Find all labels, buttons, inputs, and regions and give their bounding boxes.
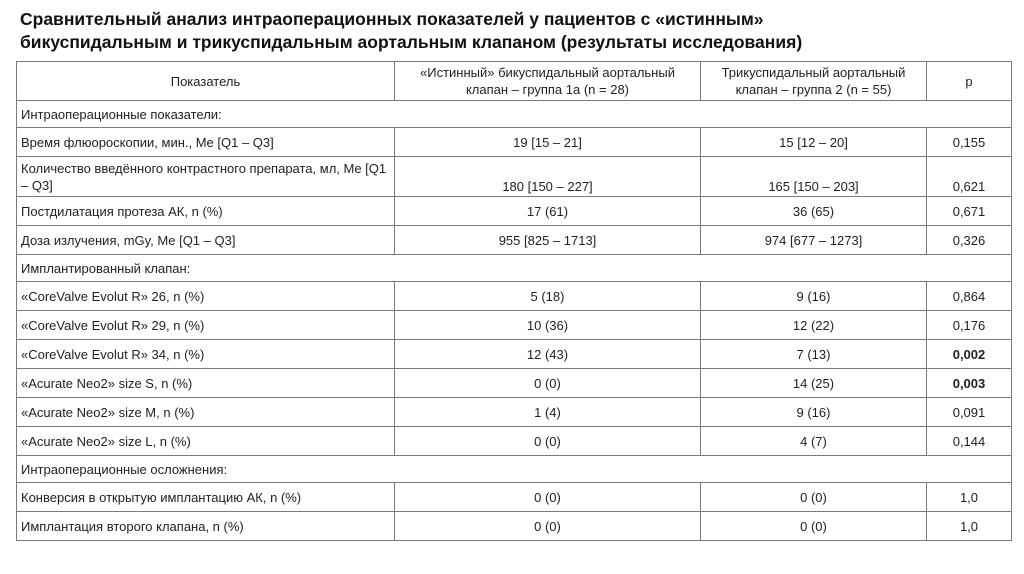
title-line-2: бикуспидальным и трикуспидальным аортальным клапаном (результаты исследования) xyxy=(20,32,803,52)
group1-value: 0 (0) xyxy=(395,369,701,398)
table-row xyxy=(17,282,1012,311)
p-value: 0,176 xyxy=(927,311,1012,340)
header-p: p xyxy=(927,62,1012,101)
table-row xyxy=(17,197,1012,226)
table-row xyxy=(17,483,1012,512)
table-row xyxy=(17,398,1012,427)
table-header-row xyxy=(17,62,1012,101)
results-table xyxy=(16,61,1012,541)
table-body xyxy=(17,101,1012,541)
group2-value: 9 (16) xyxy=(701,282,927,311)
group1-value: 5 (18) xyxy=(395,282,701,311)
section-title: Интраоперационные осложнения: xyxy=(17,456,1012,483)
row-label: «Acurate Neo2» size L, n (%) xyxy=(17,427,395,456)
group1-value: 19 [15 – 21] xyxy=(395,128,701,157)
row-label: «CoreValve Evolut R» 34, n (%) xyxy=(17,340,395,369)
group1-value: 12 (43) xyxy=(395,340,701,369)
group1-value: 1 (4) xyxy=(395,398,701,427)
table-row xyxy=(17,512,1012,541)
row-label: «CoreValve Evolut R» 26, n (%) xyxy=(17,282,395,311)
table-row xyxy=(17,157,1012,197)
document-title xyxy=(20,8,1010,54)
table-row xyxy=(17,340,1012,369)
header-group2: Трикуспидальный аортальный клапан – группа 2 (n = 55) xyxy=(701,62,927,101)
section-row xyxy=(17,255,1012,282)
group2-value: 7 (13) xyxy=(701,340,927,369)
group2-value: 0 (0) xyxy=(701,483,927,512)
group1-value: 0 (0) xyxy=(395,427,701,456)
table-row xyxy=(17,226,1012,255)
group2-value: 0 (0) xyxy=(701,512,927,541)
section-row xyxy=(17,456,1012,483)
p-value: 0,864 xyxy=(927,282,1012,311)
row-label: «Acurate Neo2» size M, n (%) xyxy=(17,398,395,427)
p-value: 0,003 xyxy=(927,369,1012,398)
p-value: 0,326 xyxy=(927,226,1012,255)
group2-value: 4 (7) xyxy=(701,427,927,456)
table-row xyxy=(17,369,1012,398)
group2-value: 36 (65) xyxy=(701,197,927,226)
p-value: 0,144 xyxy=(927,427,1012,456)
title-line-1: Сравнительный анализ интраоперационных показателей у пациентов с «истинным» xyxy=(20,9,764,29)
table-row xyxy=(17,128,1012,157)
group1-value: 17 (61) xyxy=(395,197,701,226)
p-value: 0,155 xyxy=(927,128,1012,157)
group1-value: 10 (36) xyxy=(395,311,701,340)
p-value: 0,091 xyxy=(927,398,1012,427)
p-value: 0,671 xyxy=(927,197,1012,226)
p-value: 0,002 xyxy=(927,340,1012,369)
section-title: Интраоперационные показатели: xyxy=(17,101,1012,128)
p-value: 0,621 xyxy=(927,157,1012,197)
group2-value: 974 [677 – 1273] xyxy=(701,226,927,255)
table-row xyxy=(17,311,1012,340)
group1-value: 180 [150 – 227] xyxy=(395,157,701,197)
group1-value: 0 (0) xyxy=(395,483,701,512)
row-label: Конверсия в открытую имплантацию АК, n (%) xyxy=(17,483,395,512)
header-indicator: Показатель xyxy=(17,62,395,101)
p-value: 1,0 xyxy=(927,512,1012,541)
row-label: «CoreValve Evolut R» 29, n (%) xyxy=(17,311,395,340)
group2-value: 14 (25) xyxy=(701,369,927,398)
p-value: 1,0 xyxy=(927,483,1012,512)
group2-value: 15 [12 – 20] xyxy=(701,128,927,157)
group1-value: 955 [825 – 1713] xyxy=(395,226,701,255)
table-row xyxy=(17,427,1012,456)
row-label: Постдилатация протеза АК, n (%) xyxy=(17,197,395,226)
group2-value: 12 (22) xyxy=(701,311,927,340)
row-label: Количество введённого контрастного препарата, мл, Me [Q1 – Q3] xyxy=(17,157,395,197)
row-label: Имплантация второго клапана, n (%) xyxy=(17,512,395,541)
section-row xyxy=(17,101,1012,128)
header-group1: «Истинный» бикуспидальный аортальный клапан – группа 1а (n = 28) xyxy=(395,62,701,101)
group1-value: 0 (0) xyxy=(395,512,701,541)
row-label: «Acurate Neo2» size S, n (%) xyxy=(17,369,395,398)
section-title: Имплантированный клапан: xyxy=(17,255,1012,282)
row-label: Время флюороскопии, мин., Me [Q1 – Q3] xyxy=(17,128,395,157)
group2-value: 9 (16) xyxy=(701,398,927,427)
group2-value: 165 [150 – 203] xyxy=(701,157,927,197)
row-label: Доза излучения, mGy, Me [Q1 – Q3] xyxy=(17,226,395,255)
